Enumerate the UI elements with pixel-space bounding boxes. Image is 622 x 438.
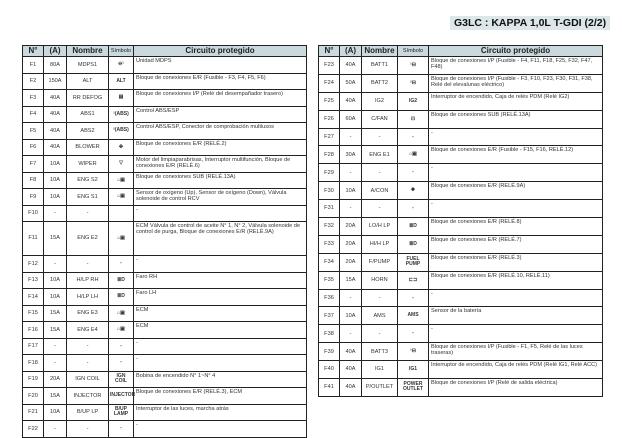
fuse-amperage: 20A [340,235,362,253]
fuse-number: F37 [319,307,340,325]
fuse-amperage: 40A [340,57,362,75]
header-name: Nombre [362,46,398,57]
fuse-name: - [362,128,398,146]
fuse-number: F36 [319,289,340,307]
fuse-number: F22 [23,421,44,438]
table-row [23,305,307,322]
table-row [319,218,603,236]
fuse-name: - [67,421,109,438]
fuse-name: BATT3 [362,343,398,361]
table-row [319,110,603,128]
table-row [23,371,307,388]
fuse-symbol-icon: ≣D [109,272,134,289]
fuse-amperage: 10A [340,307,362,325]
circuit-description: Bloque de conexiones E/R (RELÉ.9A) [429,182,603,200]
fuse-name: C/FAN [362,110,398,128]
fuse-amperage: - [340,289,362,307]
fuse-amperage: 40A [44,106,67,123]
circuit-description: - [429,289,603,307]
table-row [23,222,307,256]
fuse-symbol-icon: POWER OUTLET [398,379,429,397]
fuse-amperage: 20A [340,253,362,271]
table-row [23,106,307,123]
table-row [23,90,307,107]
fuse-number: F7 [23,156,44,173]
fuse-amperage: - [44,338,67,355]
table-row [319,307,603,325]
fuse-symbol-icon: ¹(ABS) [109,106,134,123]
circuit-description: Bloque de conexiones E/R (RELÉ.3) [429,253,603,271]
circuit-description: Faro RH [134,272,307,289]
fuse-name: IGN COIL [67,371,109,388]
table-row [23,272,307,289]
table-row [319,343,603,361]
fuse-name: LO/H LP [362,218,398,236]
fuse-amperage: 40A [44,90,67,107]
header-circuit: Circuito protegido [134,46,307,57]
fuse-symbol-icon: ≣D [109,289,134,306]
fuse-symbol-icon: - [398,200,429,218]
fuse-number: F16 [23,322,44,339]
fuse-number: F35 [319,271,340,289]
fuse-name: - [362,200,398,218]
circuit-description: Bloque de conexiones E/R (RELÉ.2) [134,139,307,156]
table-row [319,325,603,343]
fuse-number: F20 [23,388,44,405]
circuit-description: Sensor de oxígeno (Up), Sensor de oxígeno (Down), Válvula solenoide de control RCV [134,189,307,206]
fuse-name: RR DEFOG [67,90,109,107]
fuse-number: F10 [23,205,44,222]
table-row [319,235,603,253]
table-row [23,289,307,306]
table-row [23,256,307,273]
circuit-description: Bloque de conexiones E/R (RELÉ.3), ECM [134,388,307,405]
fuse-name: ENG E4 [67,322,109,339]
fuse-name: ALT [67,73,109,90]
circuit-description: - [134,256,307,273]
fuse-name: - [67,338,109,355]
table-row [319,146,603,164]
table-row [23,205,307,222]
fuse-number: F30 [319,182,340,200]
fuse-symbol-icon: ⊡ [398,110,429,128]
fuse-number: F24 [319,74,340,92]
fuse-symbol-icon: ▽ [109,156,134,173]
fuse-amperage: 10A [44,172,67,189]
fuse-amperage: 40A [340,92,362,110]
circuit-description: Control ABS/ESP [134,106,307,123]
circuit-description: ECM Válvula de control de aceite N° 1, N° 2, Válvula solenoide de control de purga, Bloque de conexiones E/R (RELÉ.9A) [134,222,307,256]
fuse-symbol-icon: - [398,325,429,343]
table-row [23,57,307,74]
fuse-amperage: 15A [44,222,67,256]
fuse-symbol-icon: ⌂▣ [109,222,134,256]
fuse-amperage: 10A [44,189,67,206]
fuse-name: A/CON [362,182,398,200]
fuse-number: F32 [319,218,340,236]
fuse-symbol-icon: INJECTOR [109,388,134,405]
fuse-amperage: 40A [44,123,67,140]
fuse-amperage: - [340,128,362,146]
fuse-amperage: - [340,325,362,343]
fuse-name: ENG E1 [362,146,398,164]
fuse-name: BATT2 [362,74,398,92]
fuse-symbol-icon: ¹⊟ [398,343,429,361]
table-row [319,182,603,200]
header-circuit: Circuito protegido [429,46,603,57]
fuse-name: MDPS1 [67,57,109,74]
fuse-amperage: - [44,256,67,273]
table-row [23,421,307,438]
circuit-description: Interruptor de las luces, marcha atrás [134,404,307,421]
fuse-name: BLOWER [67,139,109,156]
fuse-symbol-icon: - [109,421,134,438]
table-row [319,253,603,271]
fuse-amperage: 15A [44,322,67,339]
fuse-amperage: 40A [340,361,362,379]
fuse-name: HI/H LP [362,235,398,253]
fuse-amperage: 10A [44,156,67,173]
circuit-description: Faro LH [134,289,307,306]
circuit-description: - [134,421,307,438]
fuse-symbol-icon: ≣D [398,218,429,236]
table-row [319,200,603,218]
fuse-number: F1 [23,57,44,74]
circuit-description: Bloque de conexiones E/R (RELÉ.7) [429,235,603,253]
header-a: (A) [340,46,362,57]
fuse-number: F25 [319,92,340,110]
circuit-description: Bloque de conexiones SUB (RELÉ.13A) [134,172,307,189]
table-row [23,355,307,372]
fuse-symbol-icon: ²⊟ [398,74,429,92]
fuse-name: B/UP LP [67,404,109,421]
table-row [23,172,307,189]
fuse-symbol-icon: ²(ABS) [109,123,134,140]
page-title: G3LC : KAPPA 1,0L T-GDI (2/2) [450,16,610,30]
fuse-number: F2 [23,73,44,90]
fuse-symbol-icon: ⊏⊐ [398,271,429,289]
table-row [319,271,603,289]
fuse-number: F39 [319,343,340,361]
circuit-description: Bloque de conexiones I/P (Relé de salida eléctrica) [429,379,603,397]
fuse-number: F15 [23,305,44,322]
fuse-amperage: - [340,200,362,218]
header-symbol: Símbolo [109,46,134,57]
fuse-symbol-icon: ⌂▣ [109,189,134,206]
fuse-name: WIPER [67,156,109,173]
fuse-symbol-icon: - [109,338,134,355]
fuse-symbol-icon: ⌂▣ [109,305,134,322]
header-a: (A) [44,46,67,57]
fuse-number: F38 [319,325,340,343]
fuse-number: F6 [23,139,44,156]
fuse-number: F3 [23,90,44,107]
fuse-name: ABS1 [67,106,109,123]
circuit-description: - [429,325,603,343]
fuse-amperage: 50A [340,74,362,92]
fuse-name: H/LP LH [67,289,109,306]
fuse-name: - [67,256,109,273]
circuit-description: Motor del limpiaparabrisas, Interruptor multifunción, Bloque de conexiones E/R (RELÉ.6) [134,156,307,173]
fuse-name: - [67,355,109,372]
fuse-symbol-icon: - [398,128,429,146]
circuit-description: Bloque de conexiones I/P (Fusible - F1, F5, Relé de las luces traseras) [429,343,603,361]
table-row [319,74,603,92]
fuse-amperage: 60A [340,110,362,128]
fuse-symbol-icon: ⌂▣ [109,322,134,339]
circuit-description: ECM [134,305,307,322]
circuit-description: ECM [134,322,307,339]
fuse-symbol-icon: ✹ [398,182,429,200]
fuse-name: - [362,325,398,343]
fuse-number: F9 [23,189,44,206]
table-row [319,379,603,397]
circuit-description: Bloque de conexiones E/R (Fusible - F3, F4, F5, F6) [134,73,307,90]
fuse-number: F41 [319,379,340,397]
fuse-number: F26 [319,110,340,128]
fuse-number: F28 [319,146,340,164]
fuse-amperage: 15A [44,305,67,322]
circuit-description: Bobina de encendido N° 1~N° 4 [134,371,307,388]
table-row [23,73,307,90]
fuse-number: F5 [23,123,44,140]
fuse-name: P/OUTLET [362,379,398,397]
table-row [319,289,603,307]
fuse-number: F40 [319,361,340,379]
circuit-description: Sensor de la batería [429,307,603,325]
fuse-name: - [362,289,398,307]
table-row [319,361,603,379]
fuse-symbol-icon: ▤ [109,90,134,107]
fuse-amperage: 10A [44,404,67,421]
fuse-number: F4 [23,106,44,123]
fuse-name: F/PUMP [362,253,398,271]
fuse-name: - [67,205,109,222]
fuse-number: F13 [23,272,44,289]
fuse-number: F12 [23,256,44,273]
fuse-name: AMS [362,307,398,325]
fuse-number: F11 [23,222,44,256]
fuse-number: F33 [319,235,340,253]
fuse-name: HORN [362,271,398,289]
fuse-amperage: - [340,164,362,182]
circuit-description: Bloque de conexiones I/P (Fusible - F3, F10, F23, F30, F31, F38, Relé del elevalunas eléctrico) [429,74,603,92]
fuse-number: F8 [23,172,44,189]
fuse-name: ENG E2 [67,222,109,256]
fuse-amperage: 40A [340,379,362,397]
table-row [23,322,307,339]
fuse-amperage: 10A [44,289,67,306]
fuse-symbol-icon: ⌂▣ [109,172,134,189]
circuit-description: Control ABS/ESP, Conector de comprobación multiusos [134,123,307,140]
table-row [23,123,307,140]
table-row [23,338,307,355]
fuse-name: IG2 [362,92,398,110]
fuse-symbol-icon: IG1 [398,361,429,379]
fuse-amperage: 20A [340,218,362,236]
header-n: N° [319,46,340,57]
fuse-number: F34 [319,253,340,271]
fuse-name: ENG S2 [67,172,109,189]
fuse-symbol-icon: ≣D [398,235,429,253]
table-row [23,388,307,405]
fuse-name: H/LP RH [67,272,109,289]
fuse-number: F14 [23,289,44,306]
header-name: Nombre [67,46,109,57]
fuse-table-left [22,45,307,438]
fuse-table-right [318,45,603,397]
fuse-number: F17 [23,338,44,355]
circuit-description: - [134,205,307,222]
fuse-amperage: 10A [44,272,67,289]
fuse-number: F19 [23,371,44,388]
fuse-symbol-icon: IGN COIL [109,371,134,388]
fuse-amperage: 15A [340,271,362,289]
fuse-name: IG1 [362,361,398,379]
table-row [23,189,307,206]
table-row [319,92,603,110]
header-symbol: Símbolo [398,46,429,57]
fuse-symbol-icon: IG2 [398,92,429,110]
fuse-symbol-icon: ¹⊟ [398,57,429,75]
table-row [319,164,603,182]
fuse-number: F27 [319,128,340,146]
fuse-amperage: - [44,205,67,222]
fuse-name: INJECTOR [67,388,109,405]
circuit-description: - [134,338,307,355]
circuit-description: Bloque de conexiones I/P (Fusible - F4, F11, F18, F25, F32, F47, F48) [429,57,603,75]
fuse-symbol-icon: B/UP LAMP [109,404,134,421]
fuse-name: BATT1 [362,57,398,75]
circuit-description: Unidad MDPS [134,57,307,74]
circuit-description: Bloque de conexiones SUB (RELÉ.13A) [429,110,603,128]
fuse-symbol-icon: ALT [109,73,134,90]
fuse-symbol-icon: - [398,164,429,182]
circuit-description: - [134,355,307,372]
fuse-symbol-icon: - [398,289,429,307]
fuse-symbol-icon [109,205,134,222]
fuse-name: ENG E3 [67,305,109,322]
fuse-symbol-icon: AMS [398,307,429,325]
fuse-symbol-icon: ⊖¹ [109,57,134,74]
fuse-number: F29 [319,164,340,182]
fuse-number: F18 [23,355,44,372]
fuse-amperage: - [44,355,67,372]
fuse-name: - [362,164,398,182]
circuit-description: - [429,200,603,218]
fuse-amperage: 10A [340,182,362,200]
fuse-number: F23 [319,57,340,75]
circuit-description: Bloque de conexiones I/P (Relé del desempañador trasero) [134,90,307,107]
circuit-description: Bloque de conexiones E/R (RELÉ.10, RELÉ.11) [429,271,603,289]
table-row [23,139,307,156]
fuse-symbol-icon: - [109,256,134,273]
circuit-description: - [429,128,603,146]
table-row [23,404,307,421]
fuse-symbol-icon: ⌂▣ [398,146,429,164]
fuse-amperage: 40A [44,139,67,156]
fuse-symbol-icon: ✤ [109,139,134,156]
circuit-description: Interruptor de encendido, Caja de relés PDM (Relé IG1, Relé ACC) [429,361,603,379]
circuit-description: Interruptor de encendido, Caja de relés PDM (Relé IG2) [429,92,603,110]
table-row [23,156,307,173]
table-row [319,57,603,75]
fuse-symbol-icon: - [109,355,134,372]
circuit-description: Bloque de conexiones E/R (RELÉ.8) [429,218,603,236]
fuse-number: F31 [319,200,340,218]
fuse-amperage: 40A [340,343,362,361]
fuse-amperage: 150A [44,73,67,90]
fuse-amperage: 80A [44,57,67,74]
fuse-amperage: 20A [44,371,67,388]
header-n: N° [23,46,44,57]
fuse-name: ABS2 [67,123,109,140]
circuit-description: - [429,164,603,182]
fuse-number: F21 [23,404,44,421]
circuit-description: Bloque de conexiones E/R (Fusible - F15, F16, RELÉ.12) [429,146,603,164]
fuse-amperage: - [44,421,67,438]
fuse-symbol-icon: FUEL PUMP [398,253,429,271]
fuse-amperage: 30A [340,146,362,164]
fuse-name: ENG S1 [67,189,109,206]
fuse-amperage: 15A [44,388,67,405]
table-row [319,128,603,146]
